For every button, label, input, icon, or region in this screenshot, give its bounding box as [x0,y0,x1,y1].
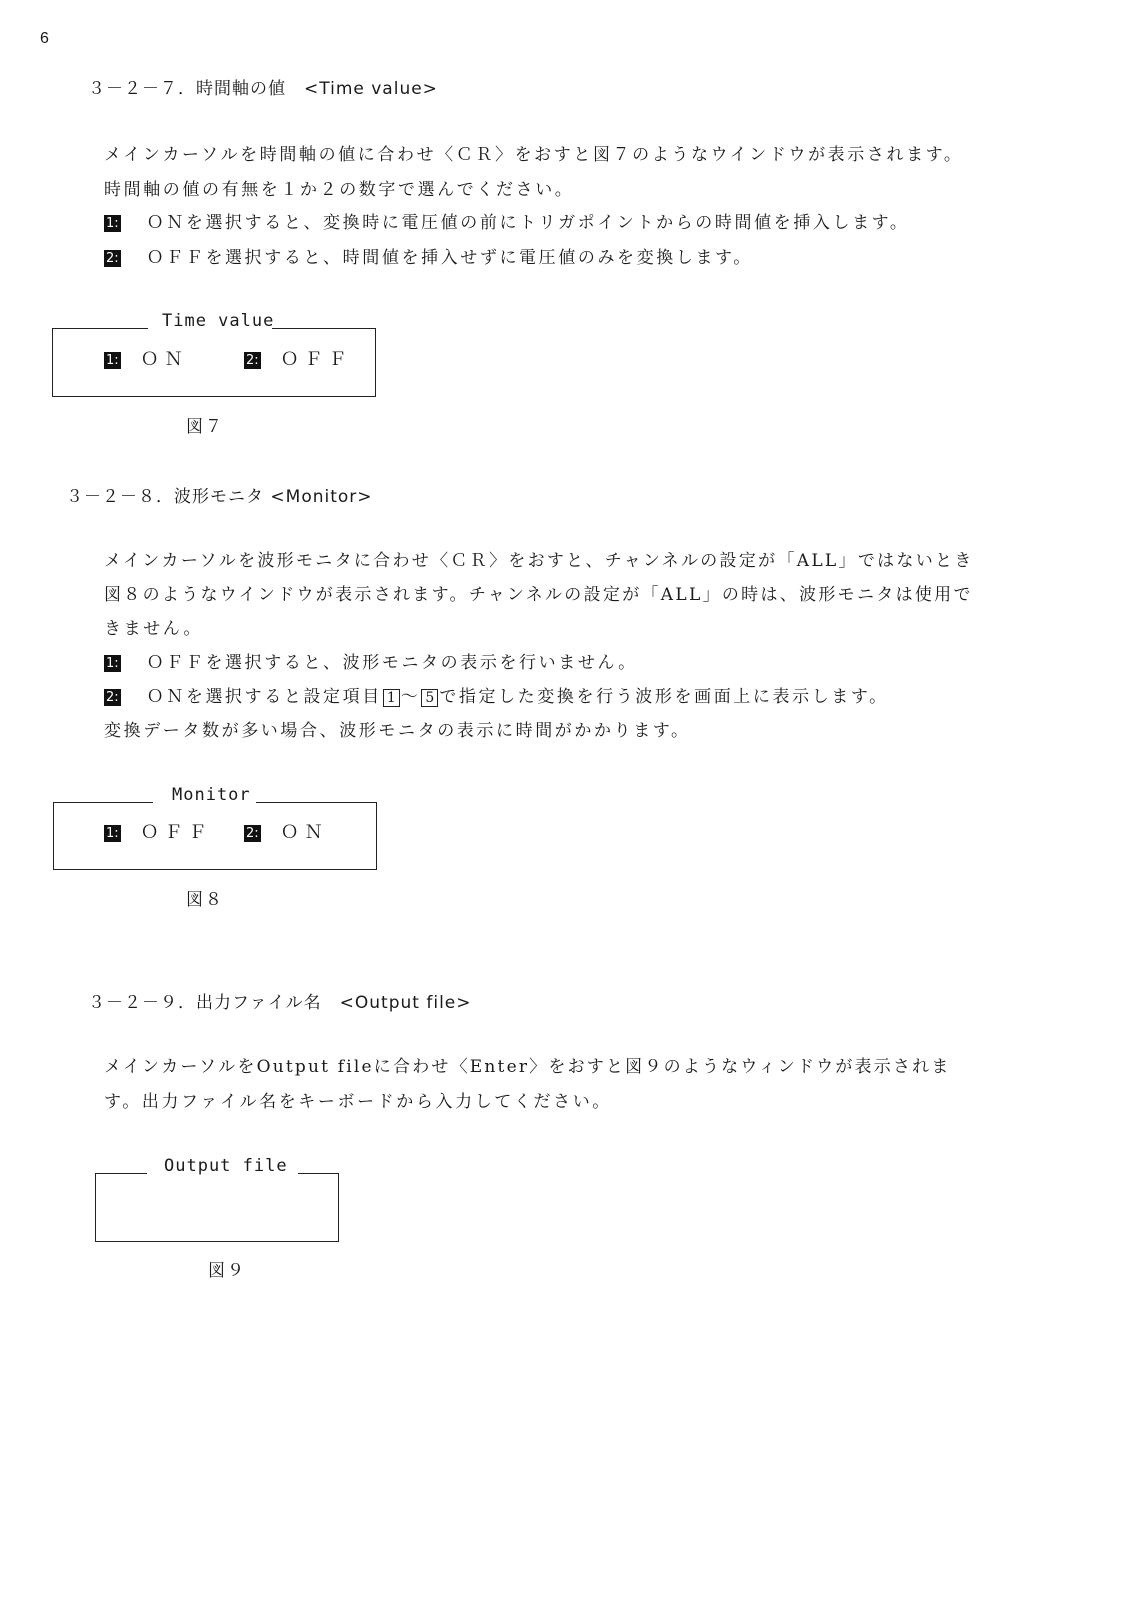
section-heading-monitor: ３－２－８．波形モニタ <Monitor> [66,487,373,507]
body-line: 図８のようなウインドウが表示されます。チャンネルの設定が「ALL」の時は、波形モニタは使用で [104,585,973,605]
option-item [104,208,910,233]
setting-item-box: 5 [421,689,438,707]
option-key: 2: [106,251,119,266]
section-heading-output-file: ３－２－９．出力ファイル名 <Output file> [88,993,472,1013]
option-text: ＯＮを選択すると設定項目 [146,687,382,707]
option-key: 1: [106,216,119,231]
option-key: 1: [106,826,119,841]
figure-title: Output file [164,1156,288,1176]
figure-title: Time value [162,311,275,331]
option-text: ＯＦＦを選択すると、波形モニタの表示を行いません。 [146,653,638,673]
figure-caption: 図７ [186,417,224,437]
body-line: す。出力ファイル名をキーボードから入力してください。 [104,1092,612,1112]
body-line: メインカーソルを波形モニタに合わせ〈ＣＲ〉をおすと、チャンネルの設定が「ALL」ではないとき [104,551,974,571]
figure-option-1 [104,345,189,371]
figure-option-2 [244,818,329,844]
option-text: ＯＮを選択すると、変換時に電圧値の前にトリガポイントからの時間値を挿入します。 [146,213,910,233]
option-key: 1: [106,353,119,368]
body-line: きません。 [104,619,204,639]
figure-title: Monitor [172,785,251,805]
option-item [104,243,753,268]
option-label: ＯＦＦ [140,822,213,843]
body-line: 時間軸の値の有無を１か２の数字で選んでください。 [104,180,575,200]
figure-option-2 [244,345,353,371]
figure-option-1 [104,818,213,844]
option-key: 2: [246,826,259,841]
option-text: ＯＦＦを選択すると、時間値を挿入せずに電圧値のみを変換します。 [146,248,753,268]
body-line: メインカーソルをOutput fileに合わせ〈Enter〉をおすと図９のようなウィンドウが表示されま [104,1057,951,1077]
option-label: ＯＮ [140,349,189,370]
figure-caption: 図９ [208,1261,246,1281]
option-item [104,682,889,707]
option-label: ＯＦＦ [280,349,353,370]
option-key: 1: [106,656,119,671]
setting-item-box: 1 [383,689,400,707]
note-line: 変換データ数が多い場合、波形モニタの表示に時間がかかります。 [104,721,691,741]
range-tilde: ～ [400,687,421,707]
option-text: で指定した変換を行う波形を画面上に表示します。 [439,687,889,707]
figure-caption: 図８ [186,890,224,910]
option-key: 2: [246,353,259,368]
option-item [104,648,638,673]
option-label: ＯＮ [280,822,329,843]
output-file-input-window [95,1173,339,1242]
page-number: 6 [40,30,49,47]
section-heading-time-value: ３－２－７．時間軸の値 <Time value> [88,79,438,99]
option-key: 2: [106,690,119,705]
body-line: メインカーソルを時間軸の値に合わせ〈ＣＲ〉をおすと図７のようなウインドウが表示されます。 [104,145,964,165]
